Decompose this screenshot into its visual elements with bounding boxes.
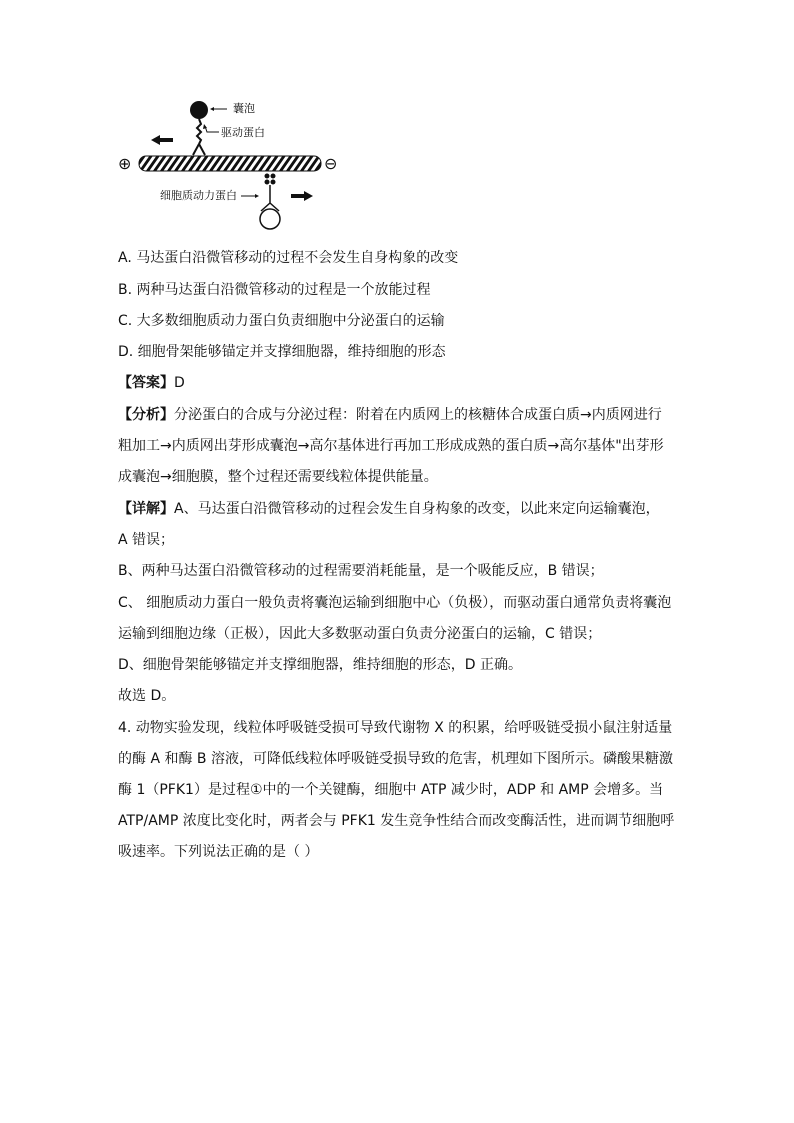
detail-line-1: [118, 499, 660, 519]
option-c: C. 大多数细胞质动力蛋白负责细胞中分泌蛋白的运输: [118, 313, 445, 329]
answer-line: [118, 373, 185, 393]
option-b: B. 两种马达蛋白沿微管移动的过程是一个放能过程: [118, 282, 431, 298]
question4-line-5: 吸速率。下列说法正确的是（ ）: [118, 844, 319, 860]
microtubule: [139, 156, 321, 171]
analysis-text-1: 分泌蛋白的合成与分泌过程：附着在内质网上的核糖体合成蛋白质→内质网进行: [174, 407, 662, 423]
dynein-stalk: [261, 185, 279, 211]
detail-line-3: B、两种马达蛋白沿微管移动的过程需要消耗能量，是一个吸能反应，B 错误；: [118, 563, 604, 579]
microtubule-diagram: [115, 95, 355, 235]
detail-line-2: A 错误；: [118, 532, 175, 548]
answer-value: D: [174, 375, 185, 391]
question4-line-2: 的酶 A 和酶 B 溶液，可降低线粒体呼吸链受损导致的危害，机理如下图所示。磷酸果糖激: [118, 751, 673, 767]
answer-tag: 【答案】: [118, 375, 174, 391]
detail-line-7: 故选 D。: [118, 688, 176, 704]
motor-protein-figure: [115, 95, 355, 235]
question4-line-1: 4. 动物实验发现，线粒体呼吸链受损可导致代谢物 X 的积累，给呼吸链受损小鼠注射适量: [118, 720, 673, 736]
vesicle-label: 囊泡: [233, 102, 255, 115]
detail-line-5: 运输到细胞边缘（正极），因此大多数驱动蛋白负责分泌蛋白的运输，C 错误；: [118, 626, 602, 642]
detail-line-4: C、 细胞质动力蛋白一般负责将囊泡运输到细胞中心（负极），而驱动蛋白通常负责将囊泡: [118, 595, 672, 611]
driver-protein-label: 驱动蛋白: [221, 126, 265, 139]
vesicle-bottom: [260, 209, 280, 229]
detail-line-6: D、细胞骨架能够锚定并支撑细胞器，维持细胞的形态，D 正确。: [118, 657, 523, 673]
detail-text-1: A、马达蛋白沿微管移动的过程会发生自身构象的改变，以此来定向运输囊泡，: [174, 501, 660, 517]
dynein-label: 细胞质动力蛋白: [160, 189, 237, 202]
analysis-line-2: 粗加工→内质网出芽形成囊泡→高尔基体进行再加工形成成熟的蛋白质→高尔基体"出芽形: [118, 438, 664, 454]
analysis-tag: 【分析】: [118, 407, 174, 423]
plus-end-label: ⊕: [118, 154, 132, 173]
analysis-line-1: [118, 405, 662, 425]
kinesin-feet: [193, 144, 205, 155]
vesicle-top: [190, 101, 208, 119]
detail-tag: 【详解】: [118, 501, 174, 517]
option-d: D. 细胞骨架能够锚定并支撑细胞器，维持细胞的形态: [118, 344, 446, 360]
minus-end-label: ⊖: [324, 154, 338, 173]
analysis-line-3: 成囊泡→细胞膜，整个过程还需要线粒体提供能量。: [118, 469, 438, 485]
question4-line-4: ATP/AMP 浓度比变化时，两者会与 PFK1 发生竞争性结合而改变酶活性，进而调节细胞呼: [118, 813, 675, 829]
kinesin-stalk: [197, 119, 201, 144]
option-a: A. 马达蛋白沿微管移动的过程不会发生自身构象的改变: [118, 250, 459, 266]
question4-line-3: 酶 1（PFK1）是过程①中的一个关键酶，细胞中 ATP 减少时，ADP 和 AMP 会增多。当: [118, 782, 664, 798]
